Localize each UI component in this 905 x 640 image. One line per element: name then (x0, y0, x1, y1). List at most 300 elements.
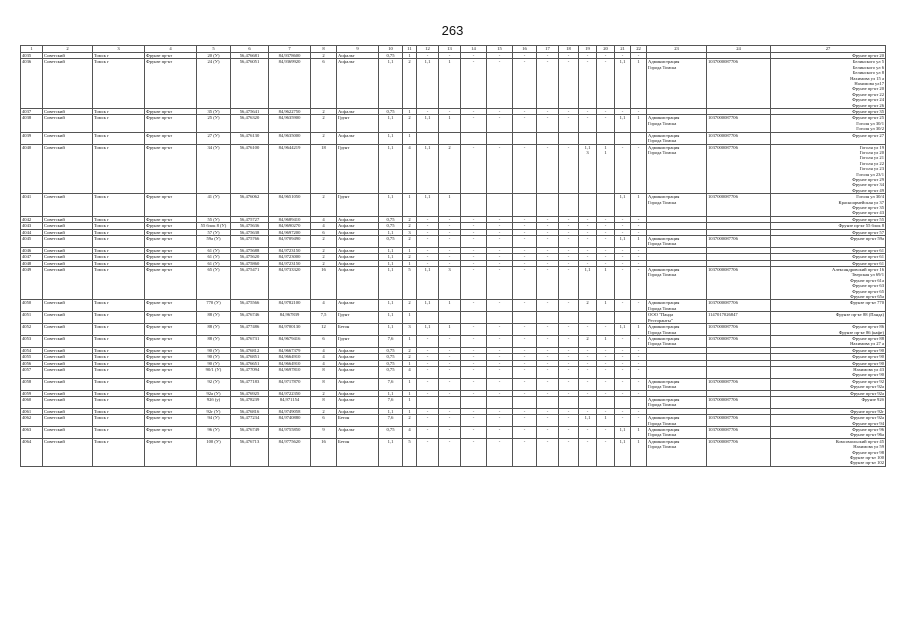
table-cell: 2 (403, 254, 417, 260)
table-cell: Советский (43, 223, 93, 229)
column-number-header: 24 (707, 46, 771, 53)
column-number-header: 12 (417, 46, 439, 53)
table-cell (439, 132, 461, 144)
table-cell: - (579, 347, 597, 353)
table-cell: 2 (311, 260, 337, 266)
table-cell: - (487, 360, 513, 366)
table-cell: 4 (311, 347, 337, 353)
table-cell: - (461, 236, 487, 248)
table-cell: Фрунзе пр-кт (145, 396, 197, 408)
table-cell: - (631, 223, 647, 229)
table-cell: 1,1 (615, 324, 631, 336)
table-cell: Асфальт (337, 254, 379, 260)
table-cell: 1037000087706 (707, 438, 771, 466)
table-cell: - (631, 267, 647, 300)
table-cell: 2 (403, 300, 417, 312)
table-cell: - (579, 354, 597, 360)
table-cell: 1 (631, 115, 647, 132)
table-cell: - (513, 354, 537, 360)
table-cell: Фрунзе пр-кт (145, 194, 197, 217)
table-cell: Асфальт (337, 347, 379, 353)
table-cell: Белинского ул 5 Белинского ул 6 Белинского ул 8 Нахимова ул 15 а Нахимова ул17 Фрунзе пр-кт 20 Фрунзе пр-кт 22 Фрунзе пр-кт 24 Фрунзе пр-кт 26 (771, 59, 886, 109)
table-cell: 56,476731 (231, 335, 269, 347)
table-cell: Администрация Города Томска (647, 300, 707, 312)
table-cell: Советский (43, 324, 93, 336)
table-cell: - (439, 438, 461, 466)
table-cell: 1037000087706 (707, 427, 771, 439)
table-cell: - (513, 438, 537, 466)
table-cell: - (487, 390, 513, 396)
table-cell: Фрунзе пр-кт 90 (771, 360, 886, 366)
table-cell: 1 (439, 324, 461, 336)
table-cell: - (631, 378, 647, 390)
table-cell: 1 (403, 109, 417, 115)
table-cell: 34 (У) (197, 144, 231, 194)
table-cell (579, 312, 597, 324)
table-cell: 56,477183 (231, 378, 269, 390)
table-cell: 4059 (21, 390, 43, 396)
column-number-header: 9 (337, 46, 379, 53)
table-cell: ООО "Панда Ресторанты" (647, 312, 707, 324)
table-cell: 56,475860 (231, 260, 269, 266)
table-cell: - (559, 324, 579, 336)
table-cell: - (487, 115, 513, 132)
table-cell: - (579, 324, 597, 336)
table-cell: - (461, 324, 487, 336)
table-cell: 56,475688 (231, 247, 269, 253)
table-cell: 61 (У) (197, 254, 231, 260)
table-cell (513, 194, 537, 217)
table-cell: Фрунзе пр-кт 88 (Панда) (771, 312, 886, 324)
table-cell: - (513, 390, 537, 396)
table-cell (631, 396, 647, 408)
table-cell (615, 132, 631, 144)
table-cell: - (559, 267, 579, 300)
table-cell: 41 (У) (197, 194, 231, 217)
table-cell: - (487, 267, 513, 300)
column-number-header: 6 (231, 46, 269, 53)
table-cell: Фрунзе пр-кт 61 (771, 260, 886, 266)
table-cell: Советский (43, 390, 93, 396)
table-cell (487, 312, 513, 324)
table-cell: - (631, 216, 647, 222)
table-cell: Фрунзе пр-кт 55 блок 8 (771, 223, 886, 229)
table-cell: 55 блок 8 (У) (197, 223, 231, 229)
table-cell: 1,1 (379, 260, 403, 266)
table-cell: 56,475566 (231, 300, 269, 312)
table-cell: - (513, 360, 537, 366)
table-cell: Советский (43, 194, 93, 217)
table-cell: - (631, 366, 647, 378)
table-cell: - (417, 360, 439, 366)
table-cell: 0,75 (379, 109, 403, 115)
table-cell (615, 396, 631, 408)
table-cell: - (597, 390, 615, 396)
table-cell: Фрунзе пр-кт (145, 53, 197, 59)
table-cell: Томск г (93, 415, 145, 427)
table-cell: Администрация Города Томска (647, 59, 707, 109)
table-cell: 0,75 (379, 53, 403, 59)
table-cell: Томск г (93, 354, 145, 360)
table-cell: 7,6 (379, 378, 403, 390)
table-cell: 84,9775620 (269, 438, 311, 466)
table-cell (597, 312, 615, 324)
table-cell: 1 (439, 300, 461, 312)
table-cell: Советский (43, 415, 93, 427)
table-cell: - (513, 216, 537, 222)
table-cell: 59а (У) (197, 236, 231, 248)
table-cell: - (537, 378, 559, 390)
table-cell: - (487, 438, 513, 466)
table-cell: 1037000087706 (707, 236, 771, 248)
table-row (21, 438, 886, 466)
table-cell: - (537, 254, 559, 260)
table-cell: - (597, 427, 615, 439)
table-cell: 84,9679416 (269, 335, 311, 347)
table-cell: 84,9664910 (269, 354, 311, 360)
table-cell: - (579, 427, 597, 439)
table-cell: 4054 (21, 347, 43, 353)
table-cell: Фрунзе пр-кт (145, 115, 197, 132)
table-cell: Асфальт (337, 229, 379, 235)
table-cell: 4053 (21, 335, 43, 347)
table-cell: Советский (43, 260, 93, 266)
table-cell: - (631, 335, 647, 347)
table-cell: 4040 (21, 144, 43, 194)
table-cell: - (513, 408, 537, 414)
table-cell: Фрунзе пр-кт 92 Фрунзе пр-кт 92а (771, 378, 886, 390)
table-cell: - (559, 360, 579, 366)
table-cell: 56,475727 (231, 216, 269, 222)
column-number-header: 19 (579, 46, 597, 53)
table-cell: - (417, 247, 439, 253)
table-cell: 4051 (21, 312, 43, 324)
table-cell: 1037000087706 (707, 378, 771, 390)
table-cell: Фрунзе пр-кт (145, 427, 197, 439)
table-cell: - (417, 260, 439, 266)
table-cell: - (615, 415, 631, 427)
table-cell: 1,1 (615, 236, 631, 248)
table-cell: 5 (403, 267, 417, 300)
table-cell: 56,477094 (231, 366, 269, 378)
table-cell: - (615, 260, 631, 266)
column-number-header: 3 (93, 46, 145, 53)
table-cell: - (487, 366, 513, 378)
table-cell: - (439, 223, 461, 229)
table-cell: 2 (311, 194, 337, 217)
table-cell: Асфальт (337, 360, 379, 366)
table-cell: Нахимова ул 43 Фрунзе пр-кт 90 (771, 366, 886, 378)
table-cell: Фрунзе пр-кт (145, 229, 197, 235)
table-cell: - (439, 260, 461, 266)
table-cell: 4037 (21, 109, 43, 115)
table-cell: - (439, 354, 461, 360)
table-cell: - (597, 360, 615, 366)
table-cell: - (487, 260, 513, 266)
table-cell: - (417, 366, 439, 378)
table-cell: Бетон (337, 324, 379, 336)
table-cell: 1,1 (379, 59, 403, 109)
table-cell: - (559, 229, 579, 235)
table-cell: 3 (403, 229, 417, 235)
table-cell: - (417, 236, 439, 248)
table-cell: - (559, 109, 579, 115)
table-cell: 7,5 (311, 312, 337, 324)
table-cell: - (439, 360, 461, 366)
table-cell (597, 396, 615, 408)
table-cell: Асфальт (337, 408, 379, 414)
table-cell: 1037000087706 (707, 194, 771, 217)
table-cell: Грунт (337, 312, 379, 324)
table-cell: 88 (У) (197, 312, 231, 324)
table-cell: - (439, 415, 461, 427)
table-cell: - (559, 347, 579, 353)
table-cell: - (537, 347, 559, 353)
table-cell: 56,476320 (231, 115, 269, 132)
table-cell: Фрунзе пр-кт (145, 347, 197, 353)
table-cell: Томск г (93, 390, 145, 396)
table-cell: 1 (439, 59, 461, 109)
table-cell: - (537, 109, 559, 115)
table-cell: 4 (311, 216, 337, 222)
table-cell: - (579, 216, 597, 222)
table-cell: 2 (311, 132, 337, 144)
table-cell: - (559, 216, 579, 222)
table-cell: 1037000087706 (707, 115, 771, 132)
table-cell: 8 (311, 366, 337, 378)
table-cell: 4061 (21, 408, 43, 414)
column-number-header: 27 (771, 46, 886, 53)
table-cell: - (487, 335, 513, 347)
table-cell (487, 194, 513, 217)
table-cell: 8 (311, 396, 337, 408)
table-row (21, 396, 886, 408)
table-cell: 4 (311, 360, 337, 366)
table-cell: Томск г (93, 260, 145, 266)
table-cell: - (597, 53, 615, 59)
table-cell: 84,9664910 (269, 360, 311, 366)
table-cell: - (597, 366, 615, 378)
table-cell: Администрация Города Томска (647, 378, 707, 390)
table-cell: - (559, 53, 579, 59)
column-number-header: 23 (647, 46, 707, 53)
table-cell: 1037000087706 (707, 300, 771, 312)
table-cell: - (513, 300, 537, 312)
column-number-header: 21 (615, 46, 631, 53)
table-cell: Фрунзе пр-кт 61 (771, 254, 886, 260)
table-cell (461, 396, 487, 408)
table-cell: Советский (43, 53, 93, 59)
table-cell: 0,75 (379, 236, 403, 248)
table-cell: 1 (631, 324, 647, 336)
table-cell (417, 396, 439, 408)
table-cell: 4043 (21, 223, 43, 229)
table-cell (537, 132, 559, 144)
table-cell: 88 (У) (197, 324, 231, 336)
table-cell (647, 366, 707, 378)
table-cell: 92б (у) (197, 396, 231, 408)
table-cell: - (487, 254, 513, 260)
table-cell: 56,475766 (231, 236, 269, 248)
table-cell: - (597, 223, 615, 229)
table-cell: - (597, 408, 615, 414)
table-cell: 2 (579, 335, 597, 347)
table-cell: 84,9697200 (269, 229, 311, 235)
table-cell: 1,1 (379, 115, 403, 132)
table-cell: - (417, 427, 439, 439)
table-cell: 84,9700130 (269, 324, 311, 336)
table-cell: 1 (403, 360, 417, 366)
table-cell: Фрунзе пр-кт (145, 438, 197, 466)
table-cell: Фрунзе пр-кт (145, 335, 197, 347)
table-cell: Томск г (93, 378, 145, 390)
table-cell: - (439, 427, 461, 439)
table-cell: - (513, 109, 537, 115)
table-cell: 4 (403, 427, 417, 439)
column-number-header: 10 (379, 46, 403, 53)
table-row (21, 115, 886, 132)
table-cell: - (615, 390, 631, 396)
table-cell: - (417, 347, 439, 353)
table-cell: 0,75 (379, 354, 403, 360)
table-cell: Асфальт (337, 223, 379, 229)
table-cell: - (461, 335, 487, 347)
table-cell: Фрунзе пр-кт (145, 223, 197, 229)
table-cell (417, 132, 439, 144)
table-cell (631, 132, 647, 144)
table-cell: Гоголя ул 30/4 Красноармейская ул 37 Фрунзе пр-кт 35 Фрунзе пр-кт 43 (771, 194, 886, 217)
table-cell: - (631, 247, 647, 253)
table-cell: - (559, 260, 579, 266)
table-cell: 55 (У) (197, 216, 231, 222)
table-cell: 0,75 (379, 366, 403, 378)
table-cell: 2 (311, 247, 337, 253)
table-cell: 2 (403, 59, 417, 109)
table-cell: Фрунзе пр-кт (145, 312, 197, 324)
table-cell: Томск г (93, 247, 145, 253)
table-cell: 25 (У) (197, 115, 231, 132)
table-cell: - (537, 415, 559, 427)
table-cell: 84,9690270 (269, 223, 311, 229)
table-cell (537, 194, 559, 217)
table-cell: 84,9723150 (269, 247, 311, 253)
table-cell: 1 (403, 247, 417, 253)
table-cell: 6 (311, 59, 337, 109)
table-cell: 1 (403, 132, 417, 144)
table-cell: 84,967839 (269, 312, 311, 324)
table-cell: - (439, 347, 461, 353)
table-cell: 90/1 (У) (197, 366, 231, 378)
table-cell: Администрация Города Томска (647, 194, 707, 217)
table-cell: Фрунзе пр-кт 90 (771, 347, 886, 353)
table-cell: - (559, 335, 579, 347)
table-cell: Фрунзе пр-кт 92а (771, 390, 886, 396)
table-cell: - (487, 415, 513, 427)
table-cell: Томск г (93, 144, 145, 194)
table-cell: - (597, 324, 615, 336)
table-cell: - (597, 254, 615, 260)
table-cell: 84,9722350 (269, 390, 311, 396)
table-cell: Советский (43, 347, 93, 353)
table-cell: - (487, 300, 513, 312)
table-cell: Фрунзе пр-кт 57 (771, 229, 886, 235)
table-cell: - (559, 223, 579, 229)
table-cell: 1 1 (597, 144, 615, 194)
table-cell: 84,9689410 (269, 216, 311, 222)
table-cell (417, 312, 439, 324)
table-cell: - (487, 324, 513, 336)
table-cell: 1,1 (579, 267, 597, 300)
table-cell: Фрунзе пр-кт (145, 247, 197, 253)
table-cell: 56,476816 (231, 408, 269, 414)
table-cell: - (631, 260, 647, 266)
table-cell: - (631, 408, 647, 414)
page-number: 263 (441, 23, 464, 38)
table-cell: 2 (403, 216, 417, 222)
table-cell: 4048 (21, 260, 43, 266)
table-cell: 4046 (21, 247, 43, 253)
table-cell: 2 (579, 300, 597, 312)
table-cell: - (631, 300, 647, 312)
table-cell: - (631, 360, 647, 366)
table-cell: 56,476713 (231, 438, 269, 466)
table-cell: - (559, 115, 579, 132)
table-cell: - (461, 438, 487, 466)
table-row (21, 267, 886, 300)
table-cell: Томск г (93, 267, 145, 300)
column-number-header: 2 (43, 46, 93, 53)
table-cell: 4 (403, 144, 417, 194)
table-cell: Фрунзе пр-кт 90 (771, 354, 886, 360)
table-cell: - (579, 360, 597, 366)
table-cell: - (597, 229, 615, 235)
table-cell: Томск г (93, 229, 145, 235)
table-cell: - (559, 59, 579, 109)
table-cell: 84,9651050 (269, 194, 311, 217)
table-cell: 16 (311, 438, 337, 466)
table-cell: Советский (43, 132, 93, 144)
table-cell: Фрунзе пр-кт 35 (771, 109, 886, 115)
table-cell: - (487, 223, 513, 229)
table-cell: 57 (У) (197, 229, 231, 235)
table-cell: - (631, 144, 647, 194)
table-cell: - (559, 390, 579, 396)
table-cell: 6 (311, 229, 337, 235)
table-cell: 1 (403, 194, 417, 217)
table-cell: 0,75 (379, 427, 403, 439)
table-cell: Александровский пр-кт 16 Тверская ул 69/1 Фрунзе пр-кт 61а Фрунзе пр-кт 63 Фрунзе пр-кт 65 Фрунзе пр-кт 65а (771, 267, 886, 300)
table-cell: - (513, 267, 537, 300)
table-cell: - (439, 247, 461, 253)
table-cell: 0,75 (379, 216, 403, 222)
table-cell: 92г (У) (197, 408, 231, 414)
table-cell: Асфальт (337, 390, 379, 396)
column-number-header: 22 (631, 46, 647, 53)
table-cell: - (615, 354, 631, 360)
table-cell: Бетон (337, 438, 379, 466)
table-cell (461, 312, 487, 324)
table-cell: - (417, 254, 439, 260)
table-cell: 2 (311, 408, 337, 414)
table-cell: 1,1 (379, 408, 403, 414)
table-cell: 1 (403, 312, 417, 324)
table-cell: - (537, 223, 559, 229)
table-cell: 5 (403, 438, 417, 466)
table-cell: 84,9782100 (269, 300, 311, 312)
table-cell: 84,9723000 (269, 254, 311, 260)
table-cell: 1 (597, 415, 615, 427)
table-cell: 96 (У) (197, 427, 231, 439)
